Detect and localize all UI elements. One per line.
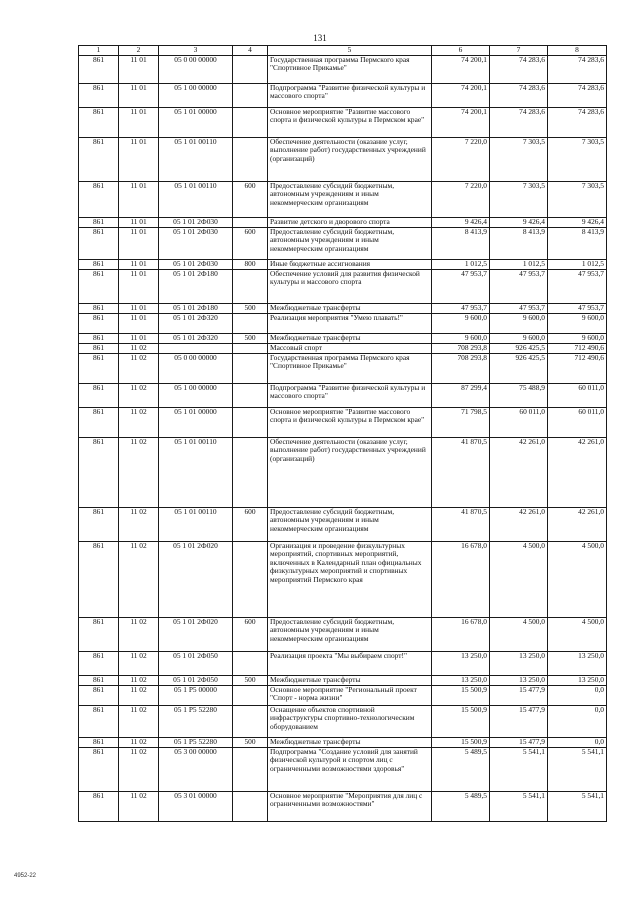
cell-chapter-code: 861 [79,227,119,259]
cell-target-article: 05 1 01 00110 [159,507,233,541]
cell-section-code: 11 01 [119,303,159,313]
cell-target-article: 05 0 00 00000 [159,55,233,83]
cell-amount-col8: 60 011,0 [548,407,607,437]
cell-description: Предоставление субсидий бюджетным, автономным учреждениям и иным некоммерческим организациям [268,507,432,541]
cell-target-article: 05 1 01 00000 [159,107,233,137]
cell-expense-type [233,407,268,437]
cell-amount-col8: 7 303,5 [548,181,607,217]
cell-amount-col8: 4 500,0 [548,541,607,617]
table-row [79,353,607,383]
cell-expense-type [233,83,268,107]
cell-amount-col8: 5 541,1 [548,791,607,821]
cell-expense-type [233,343,268,353]
cell-amount-col8: 74 283,6 [548,107,607,137]
cell-chapter-code: 861 [79,737,119,747]
cell-chapter-code: 861 [79,259,119,269]
cell-amount-col6: 8 413,9 [432,227,490,259]
cell-description: Предоставление субсидий бюджетным, автономным учреждениям и иным некоммерческим организациям [268,227,432,259]
cell-amount-col7: 8 413,9 [490,227,548,259]
cell-amount-col8: 1 012,5 [548,259,607,269]
cell-chapter-code: 861 [79,685,119,705]
cell-description: Подпрограмма "Развитие физической культуры и массового спорта" [268,83,432,107]
table-row [79,747,607,791]
cell-chapter-code: 861 [79,343,119,353]
table-row [79,303,607,313]
cell-expense-type [233,217,268,227]
cell-expense-type: 800 [233,259,268,269]
cell-amount-col6: 15 500,9 [432,737,490,747]
budget-table [78,45,607,822]
cell-amount-col8: 74 283,6 [548,83,607,107]
cell-section-code: 11 02 [119,747,159,791]
cell-target-article: 05 1 P5 52280 [159,737,233,747]
cell-chapter-code: 861 [79,137,119,181]
cell-section-code: 11 02 [119,675,159,685]
table-row [79,651,607,675]
cell-expense-type: 500 [233,303,268,313]
cell-chapter-code: 861 [79,675,119,685]
cell-amount-col6: 74 200,1 [432,107,490,137]
cell-amount-col7: 74 283,6 [490,107,548,137]
table-row [79,313,607,333]
cell-chapter-code: 861 [79,791,119,821]
cell-section-code: 11 01 [119,181,159,217]
cell-section-code: 11 01 [119,313,159,333]
cell-amount-col6: 15 500,9 [432,705,490,737]
cell-target-article: 05 1 01 2Ф020 [159,617,233,651]
cell-expense-type [233,541,268,617]
cell-amount-col7: 75 488,9 [490,383,548,407]
cell-amount-col6: 74 200,1 [432,83,490,107]
cell-expense-type: 600 [233,507,268,541]
cell-expense-type [233,705,268,737]
table-row [79,343,607,353]
cell-amount-col7: 9 600,0 [490,313,548,333]
cell-section-code: 11 02 [119,651,159,675]
cell-amount-col8: 712 490,6 [548,343,607,353]
cell-section-code: 11 02 [119,383,159,407]
cell-description: Основное мероприятие "Мероприятия для лиц с ограниченными возможностями" [268,791,432,821]
column-header: 3 [159,46,233,56]
cell-expense-type [233,791,268,821]
cell-target-article: 05 1 P5 00000 [159,685,233,705]
cell-amount-col6: 71 798,5 [432,407,490,437]
cell-amount-col7: 13 250,0 [490,675,548,685]
budget-table-container [78,45,606,822]
cell-amount-col6: 47 953,7 [432,269,490,303]
cell-description: Обеспечение условий для развития физической культуры и массового спорта [268,269,432,303]
column-header: 7 [490,46,548,56]
cell-section-code: 11 02 [119,541,159,617]
cell-expense-type [233,437,268,507]
cell-amount-col6: 708 293,8 [432,353,490,383]
column-header: 8 [548,46,607,56]
cell-amount-col8: 13 250,0 [548,651,607,675]
cell-expense-type: 500 [233,333,268,343]
cell-target-article: 05 1 01 00000 [159,407,233,437]
table-row [79,705,607,737]
cell-amount-col7: 926 425,5 [490,343,548,353]
cell-section-code: 11 01 [119,259,159,269]
cell-amount-col7: 4 500,0 [490,617,548,651]
cell-section-code: 11 02 [119,343,159,353]
cell-description: Межбюджетные трансферты [268,333,432,343]
cell-description: Государственная программа Пермского края "Спортивное Прикамье" [268,353,432,383]
cell-amount-col6: 87 299,4 [432,383,490,407]
cell-amount-col7: 60 011,0 [490,407,548,437]
cell-description: Основное мероприятие "Развитие массового спорта и физической культуры в Пермском крае" [268,407,432,437]
cell-section-code: 11 02 [119,685,159,705]
cell-chapter-code: 861 [79,383,119,407]
cell-amount-col7: 42 261,0 [490,507,548,541]
cell-description: Массовый спорт [268,343,432,353]
cell-expense-type [233,313,268,333]
column-header: 2 [119,46,159,56]
table-row [79,137,607,181]
cell-target-article: 05 1 P5 52280 [159,705,233,737]
table-row [79,55,607,83]
cell-section-code: 11 02 [119,437,159,507]
cell-amount-col7: 7 303,5 [490,137,548,181]
cell-expense-type [233,269,268,303]
page-number: 131 [313,33,327,43]
cell-chapter-code: 861 [79,747,119,791]
cell-amount-col8: 60 011,0 [548,383,607,407]
cell-section-code: 11 01 [119,107,159,137]
table-row [79,269,607,303]
cell-amount-col8: 42 261,0 [548,507,607,541]
cell-section-code: 11 01 [119,333,159,343]
cell-amount-col8: 0,0 [548,705,607,737]
cell-description: Подпрограмма "Развитие физической культуры и массового спорта" [268,383,432,407]
cell-chapter-code: 861 [79,437,119,507]
cell-expense-type: 600 [233,227,268,259]
cell-chapter-code: 861 [79,181,119,217]
cell-amount-col7: 1 012,5 [490,259,548,269]
cell-description: Предоставление субсидий бюджетным, автономным учреждениям и иным некоммерческим организациям [268,181,432,217]
table-row [79,507,607,541]
cell-section-code: 11 02 [119,737,159,747]
cell-target-article: 05 0 00 00000 [159,353,233,383]
cell-description: Обеспечение деятельности (оказание услуг, выполнение работ) государственных учреждений (организаций) [268,437,432,507]
cell-amount-col6: 41 870,5 [432,507,490,541]
cell-section-code: 11 02 [119,407,159,437]
cell-chapter-code: 861 [79,617,119,651]
cell-expense-type [233,651,268,675]
table-row [79,675,607,685]
cell-chapter-code: 861 [79,303,119,313]
cell-target-article: 05 1 01 2Ф180 [159,269,233,303]
cell-chapter-code: 861 [79,107,119,137]
table-row [79,617,607,651]
cell-amount-col7: 15 477,9 [490,737,548,747]
cell-amount-col8: 74 283,6 [548,55,607,83]
cell-amount-col7: 5 541,1 [490,747,548,791]
cell-target-article: 05 1 00 00000 [159,383,233,407]
cell-chapter-code: 861 [79,333,119,343]
cell-amount-col8: 4 500,0 [548,617,607,651]
cell-amount-col6: 9 600,0 [432,313,490,333]
table-row [79,107,607,137]
cell-chapter-code: 861 [79,55,119,83]
cell-chapter-code: 861 [79,651,119,675]
cell-amount-col8: 0,0 [548,737,607,747]
cell-section-code: 11 01 [119,55,159,83]
cell-section-code: 11 02 [119,617,159,651]
cell-amount-col7: 9 600,0 [490,333,548,343]
table-row [79,217,607,227]
cell-amount-col6: 15 500,9 [432,685,490,705]
cell-target-article: 05 1 00 00000 [159,83,233,107]
cell-expense-type [233,383,268,407]
cell-amount-col7: 5 541,1 [490,791,548,821]
cell-amount-col6: 13 250,0 [432,675,490,685]
cell-amount-col6: 7 220,0 [432,181,490,217]
cell-amount-col6: 1 012,5 [432,259,490,269]
column-header: 5 [268,46,432,56]
cell-expense-type [233,685,268,705]
cell-amount-col8: 9 600,0 [548,333,607,343]
cell-section-code: 11 01 [119,83,159,107]
cell-expense-type [233,107,268,137]
cell-amount-col6: 9 600,0 [432,333,490,343]
cell-target-article: 05 3 00 00000 [159,747,233,791]
table-row [79,181,607,217]
cell-target-article: 05 1 01 2Ф020 [159,541,233,617]
table-row [79,791,607,821]
cell-amount-col8: 5 541,1 [548,747,607,791]
cell-expense-type [233,353,268,383]
cell-amount-col8: 7 303,5 [548,137,607,181]
cell-description: Организация и проведение физкультурных мероприятий, спортивных мероприятий, включенных в Календарный план официальных физкультурных мероприятий и спортивных мероприятий Пермского края [268,541,432,617]
cell-target-article: 05 1 01 2Ф050 [159,651,233,675]
cell-amount-col6: 9 426,4 [432,217,490,227]
cell-description: Основное мероприятие "Региональный проект "Спорт - норма жизни" [268,685,432,705]
cell-amount-col8: 712 490,6 [548,353,607,383]
table-row [79,83,607,107]
cell-amount-col7: 15 477,9 [490,705,548,737]
cell-section-code: 11 01 [119,269,159,303]
table-row [79,737,607,747]
cell-amount-col6: 5 489,5 [432,791,490,821]
cell-expense-type: 600 [233,617,268,651]
table-row [79,437,607,507]
cell-section-code: 11 02 [119,353,159,383]
cell-amount-col8: 9 600,0 [548,313,607,333]
cell-target-article: 05 3 01 00000 [159,791,233,821]
cell-chapter-code: 861 [79,313,119,333]
footer-code: 4952-22 [14,873,37,879]
cell-amount-col6: 13 250,0 [432,651,490,675]
cell-amount-col8: 9 426,4 [548,217,607,227]
cell-target-article: 05 1 01 2Ф180 [159,303,233,313]
cell-section-code: 11 01 [119,137,159,181]
cell-description: Иные бюджетные ассигнования [268,259,432,269]
cell-chapter-code: 861 [79,507,119,541]
cell-description: Межбюджетные трансферты [268,303,432,313]
cell-amount-col8: 47 953,7 [548,303,607,313]
cell-target-article: 05 1 01 2Ф320 [159,333,233,343]
cell-target-article: 05 1 01 00110 [159,181,233,217]
cell-description: Предоставление субсидий бюджетным, автономным учреждениям и иным некоммерческим организациям [268,617,432,651]
cell-description: Государственная программа Пермского края "Спортивное Прикамье" [268,55,432,83]
cell-amount-col6: 41 870,5 [432,437,490,507]
table-row [79,685,607,705]
table-row [79,333,607,343]
cell-chapter-code: 861 [79,83,119,107]
cell-amount-col8: 13 250,0 [548,675,607,685]
cell-description: Обеспечение деятельности (оказание услуг, выполнение работ) государственных учреждений (организаций) [268,137,432,181]
cell-amount-col7: 47 953,7 [490,303,548,313]
cell-target-article: 05 1 01 2Ф030 [159,227,233,259]
cell-target-article: 05 1 01 2Ф030 [159,217,233,227]
cell-amount-col6: 16 678,0 [432,541,490,617]
cell-amount-col6: 16 678,0 [432,617,490,651]
cell-amount-col7: 74 283,6 [490,55,548,83]
cell-target-article: 05 1 01 2Ф320 [159,313,233,333]
cell-section-code: 11 01 [119,227,159,259]
cell-amount-col6: 708 293,8 [432,343,490,353]
column-header: 1 [79,46,119,56]
cell-expense-type [233,55,268,83]
cell-expense-type [233,137,268,181]
cell-expense-type: 500 [233,737,268,747]
cell-description: Подпрограмма "Создание условий для занятий физической культурой и спортом лиц с ограниченными возможностями здоровья" [268,747,432,791]
cell-section-code: 11 02 [119,705,159,737]
cell-amount-col8: 42 261,0 [548,437,607,507]
cell-chapter-code: 861 [79,353,119,383]
cell-amount-col8: 0,0 [548,685,607,705]
cell-expense-type: 600 [233,181,268,217]
cell-amount-col6: 7 220,0 [432,137,490,181]
cell-amount-col8: 8 413,9 [548,227,607,259]
cell-chapter-code: 861 [79,541,119,617]
cell-amount-col8: 47 953,7 [548,269,607,303]
cell-description: Оснащение объектов спортивной инфраструктуры спортивно-технологическим оборудованием [268,705,432,737]
cell-target-article: 05 1 01 2Ф050 [159,675,233,685]
cell-target-article [159,343,233,353]
cell-chapter-code: 861 [79,217,119,227]
cell-amount-col7: 13 250,0 [490,651,548,675]
cell-description: Основное мероприятие "Развитие массового спорта и физической культуры в Пермском крае" [268,107,432,137]
cell-section-code: 11 01 [119,217,159,227]
table-row [79,383,607,407]
cell-amount-col6: 5 489,5 [432,747,490,791]
table-row [79,259,607,269]
cell-description: Развитие детского и дворового спорта [268,217,432,227]
cell-section-code: 11 02 [119,507,159,541]
cell-amount-col7: 7 303,5 [490,181,548,217]
cell-target-article: 05 1 01 00110 [159,437,233,507]
cell-amount-col7: 9 426,4 [490,217,548,227]
cell-target-article: 05 1 01 00110 [159,137,233,181]
cell-expense-type [233,747,268,791]
cell-amount-col6: 47 953,7 [432,303,490,313]
table-row [79,541,607,617]
cell-amount-col7: 15 477,9 [490,685,548,705]
table-header-row [79,46,607,56]
column-header: 4 [233,46,268,56]
cell-amount-col7: 47 953,7 [490,269,548,303]
cell-section-code: 11 02 [119,791,159,821]
cell-amount-col7: 926 425,5 [490,353,548,383]
table-body [79,55,607,821]
cell-target-article: 05 1 01 2Ф030 [159,259,233,269]
cell-description: Межбюджетные трансферты [268,675,432,685]
column-header: 6 [432,46,490,56]
cell-description: Реализация проекта "Мы выбираем спорт!" [268,651,432,675]
cell-expense-type: 500 [233,675,268,685]
table-row [79,407,607,437]
table-row [79,227,607,259]
cell-description: Межбюджетные трансферты [268,737,432,747]
cell-amount-col7: 42 261,0 [490,437,548,507]
cell-amount-col6: 74 200,1 [432,55,490,83]
cell-chapter-code: 861 [79,705,119,737]
cell-description: Реализация мероприятия "Умею плавать!" [268,313,432,333]
cell-chapter-code: 861 [79,407,119,437]
cell-chapter-code: 861 [79,269,119,303]
cell-amount-col7: 4 500,0 [490,541,548,617]
cell-amount-col7: 74 283,6 [490,83,548,107]
